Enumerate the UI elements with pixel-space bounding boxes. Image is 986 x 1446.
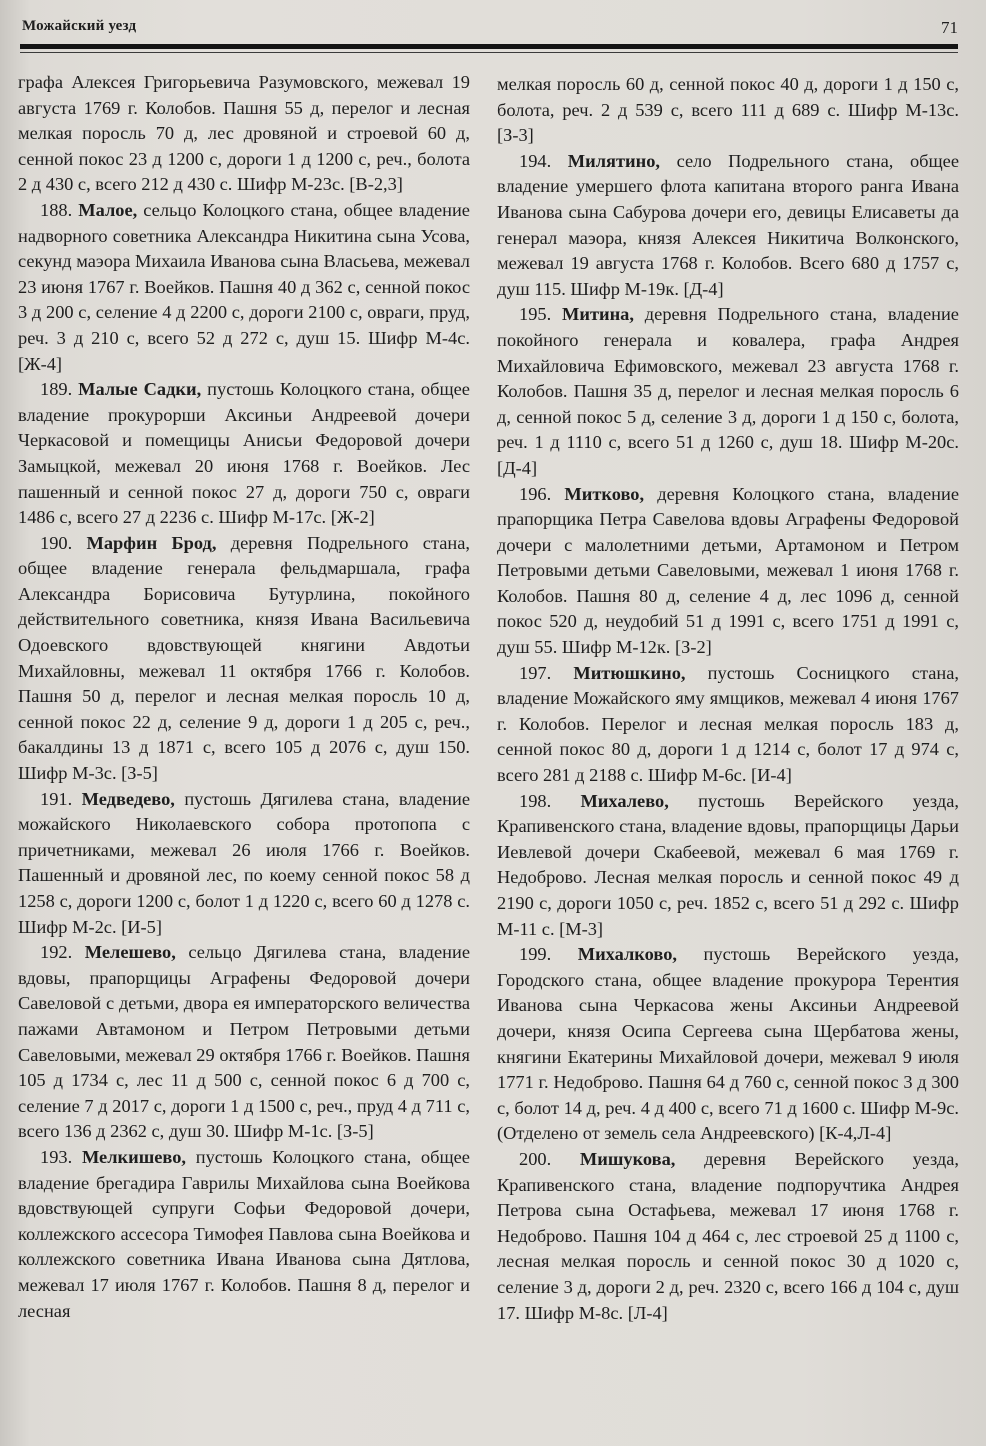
entry-name: Михалково, <box>577 944 677 965</box>
entry-197 <box>497 661 959 789</box>
entry-number: 190. <box>40 532 73 553</box>
entry-200 <box>497 1147 959 1326</box>
entry-name: Мелкишево, <box>81 1146 187 1167</box>
entry-name: Милятино, <box>567 150 661 171</box>
entry-199 <box>497 942 959 1147</box>
entry-text: сельцо Дягилева стана, владение вдовы, прапорщицы Аграфены Федоровой дочери Савеловой с детьми, двора ея императорского величества пажами Автамоном и Петром Петровыми детьми Савеловыми, межевал 29 октября 1766 г. Воейков. Пашня 105 д 1734 с, лес 11 д 500 с, сенной покос 6 д 700 с, селение 7 д 2017 с, дороги 1 д 1500 с, реч., пруд 4 д 711 с, всего 136 д 2362 с, душ 30. Шифр М-1с. [З-5] <box>18 942 470 1142</box>
entry-number: 200. <box>519 1148 552 1169</box>
entry-name: Медведево, <box>81 788 175 809</box>
running-title: Можайский уезд <box>22 18 137 34</box>
entry-195 <box>497 302 959 481</box>
entry-text: пустошь Колоцкого стана, общее владение брегадира Гаврилы Михайлова сына Воейкова вдовствующей супруги Софьи Федоровой дочери, коллежского ассесора Тимофея Павлова сына Воейкова и коллежского советника Ивана Иванова сына Дятлова, межевал 17 июля 1767 г. Колобов. Пашня 8 д, перелог и лесная <box>18 1146 470 1321</box>
entry-text: пустошь Сосницкого стана, владение Можайского яму ямщиков, межевал 4 июня 1767 г. Колобов. Перелог и лесная мелкая поросль 183 д, сенной покос 80 д, дороги 1 д 1214 с, болот 17 д 974 с, всего 281 д 2188 с. Шифр М-6с. [И-4] <box>497 662 959 786</box>
page-number: 71 <box>941 18 958 37</box>
entry-name: Мишукова, <box>579 1148 676 1169</box>
entry-number: 196. <box>519 483 552 504</box>
entry-193 <box>18 1145 470 1324</box>
entry-name: Митково, <box>564 483 645 504</box>
entry-name: Марфин Брод, <box>86 532 217 553</box>
entry-192 <box>18 940 470 1145</box>
header-rule <box>20 44 958 49</box>
entry-name: Малое, <box>78 199 138 220</box>
entry-number: 188. <box>40 199 73 220</box>
entry-text: пустошь Колоцкого стана, общее владение прокурорши Аксиньи Андреевой дочери Черкасовой и помещицы Анисьи Федоровой дочери Замыцкой, межевал 20 июня 1768 г. Воейков. Лес пашенный и сенной покос 27 д, дороги 750 с, овраги 1486 с, всего 27 д 2236 с. Шифр М-17с. [Ж-2] <box>18 379 470 528</box>
entry-text: деревня Подрельного стана, общее владение генерала фельдмаршала, графа Александра Борисовича Бутурлина, покойного действительного советника, князя Ивана Васильевича Одоевского вдовствующей княгини Авдотьи Михайловны, межевал 11 октября 1766 г. Колобов. Пашня 50 д, перелог и лесная мелкая поросль 10 д, сенной покос 22 д, селение 9 д, дороги 1 д 205 с, реч., бакалдины 13 д 1871 с, всего 105 д 2076 с, душ 150. Шифр М-3с. [З-5] <box>18 532 470 784</box>
entry-number: 199. <box>519 944 552 965</box>
entry-198 <box>497 789 959 943</box>
entry-text: сельцо Колоцкого стана, общее владение надворного советника Александра Никитина сына Усова, секунд маэора Михаила Иванова сына Власьева, межевал 23 июня 1767 г. Воейков. Пашня 40 д 362 с, сенной покос 3 д 200 с, селение 4 д 2200 с, дороги 2100 с, овраги, пруд, реч. 3 д 210 с, всего 52 д 272 с, душ 15. Шифр М-4с. [Ж-4] <box>18 199 470 374</box>
entry-number: 191. <box>40 788 73 809</box>
entry-text: деревня Подрельного стана, владение покойного генерала и ковалера, графа Андрея Михайловича Ефимовского, межевал 23 августа 1768 г. Колобов. Пашня 35 д, перелог и лесная мелкая поросль 6 д, сенной покос 5 д, селение 3 д, дороги 1 д 150 с, болота, реч. 1 д 1110 с, всего 51 д 1260 с, душ 18. Шифр М-20с. [Д-4] <box>497 304 959 478</box>
entry-188 <box>18 198 470 377</box>
continuation-text: графа Алексея Григорьевича Разумовского, межевал 19 августа 1769 г. Колобов. Пашня 55 д, перелог и лесная мелкая поросль 70 д, лес дровяной и строевой 60 д, сенной покос 23 д 1200 с, дороги 1 д 1200 с, реч., болота 2 д 430 с, всего 212 д 430 с. Шифр М-23с. [В-2,3] <box>18 72 470 195</box>
continuation-text: мелкая поросль 60 д, сенной покос 40 д, дороги 1 д 150 с, болота, реч. 2 д 539 с, всего 111 д 689 с. Шифр М-13с. [З-3] <box>497 74 959 146</box>
entry-number: 193. <box>40 1146 73 1167</box>
entry-name: Митюшкино, <box>573 662 686 683</box>
entry-number: 195. <box>519 304 552 325</box>
running-head <box>22 16 958 42</box>
entry-text: село Подрельного стана, общее владение умершего флота капитана второго ранга Ивана Иванова сына Сабурова дочери его, девицы Елисаветы да генерал маэора, князя Алексея Никитича Волконского, межевал 19 августа 1768 г. Колобов. Всего 680 д 1757 с, душ 115. Шифр М-19к. [Д-4] <box>497 150 959 299</box>
entry-190 <box>18 531 470 787</box>
entry-name: Мелешево, <box>84 942 176 963</box>
entry-194 <box>497 149 959 303</box>
entry-text: пустошь Верейского уезда, Городского стана, общее владение прокурора Терентия Иванова сына Черкасова жены Аксиньи Андреевой дочери, князя Осипа Сергеева сына Щербатова жены, княгини Екатерины Михайловой дочери, межевал 9 июля 1771 г. Недоброво. Пашня 64 д 760 с, сенной покос 3 д 300 с, болот 14 д, реч. 4 д 400 с, всего 71 д 1600 с. Шифр М-9с. (Отделено от земель села Андреевского) [К-4,Л-4] <box>497 944 959 1144</box>
left-column <box>18 70 470 1324</box>
entry-number: 197. <box>519 662 552 683</box>
entry-name: Малые Садки, <box>78 379 202 400</box>
entry-number: 192. <box>40 942 73 963</box>
entry-name: Митина, <box>562 304 634 325</box>
header-rule-thin <box>20 52 958 53</box>
entry-number: 189. <box>40 379 73 400</box>
entry-text: пустошь Дягилева стана, владение можайского Николаевского собора протопопа с причетниками, межевал 26 июля 1766 г. Воейков. Пашенный и дровяной лес, по коему сенной покос 58 д 1258 с, дороги 1200 с, болот 1 д 1220 с, всего 60 д 1278 с. Шифр М-2с. [И-5] <box>18 788 471 937</box>
entry-number: 198. <box>519 790 552 811</box>
entry-196 <box>497 482 959 661</box>
entry-number: 194. <box>519 150 552 171</box>
entry-191 <box>18 787 470 941</box>
right-column <box>497 72 959 1326</box>
entry-text: деревня Верейского уезда, Крапивенского стана, владение подпоручтика Андрея Петрова сына Остафьева, межевал 17 июня 1768 г. Недоброво. Пашня 104 д 464 с, лес строевой 25 д 1100 с, лесная мелкая поросль и сенной покос 30 д 1020 с, селение 3 д, дороги 2 д, реч. 2320 с, всего 166 д 104 с, душ 17. Шифр М-8с. [Л-4] <box>497 1148 959 1323</box>
entry-text: деревня Колоцкого стана, владение прапорщика Петра Савелова вдовы Аграфены Федоровой дочери с малолетними детьми, Артамоном и Петром Петровыми детьми Савеловыми, межевал 1 июня 1768 г. Колобов. Пашня 80 д, селение 4 д, лес 1096 д, сенной покос 520 д, неудобий 51 д 1991 с, всего 1751 д 1991 с, душ 55. Шифр М-12к. [З-2] <box>497 483 959 658</box>
entry-189 <box>18 377 470 531</box>
entry-text: пустошь Верейского уезда, Крапивенского стана, владение вдовы, прапорщицы Дарьи Иевлевой дочери Скабеевой, межевал 6 мая 1769 г. Недоброво. Лесная мелкая поросль и сенной покос 49 д 2190 с, дороги 1050 с, реч. 1852 с, всего 51 д 292 с. Шифр М-11 с. [М-3] <box>497 790 959 939</box>
entry-name: Михалево, <box>580 790 669 811</box>
